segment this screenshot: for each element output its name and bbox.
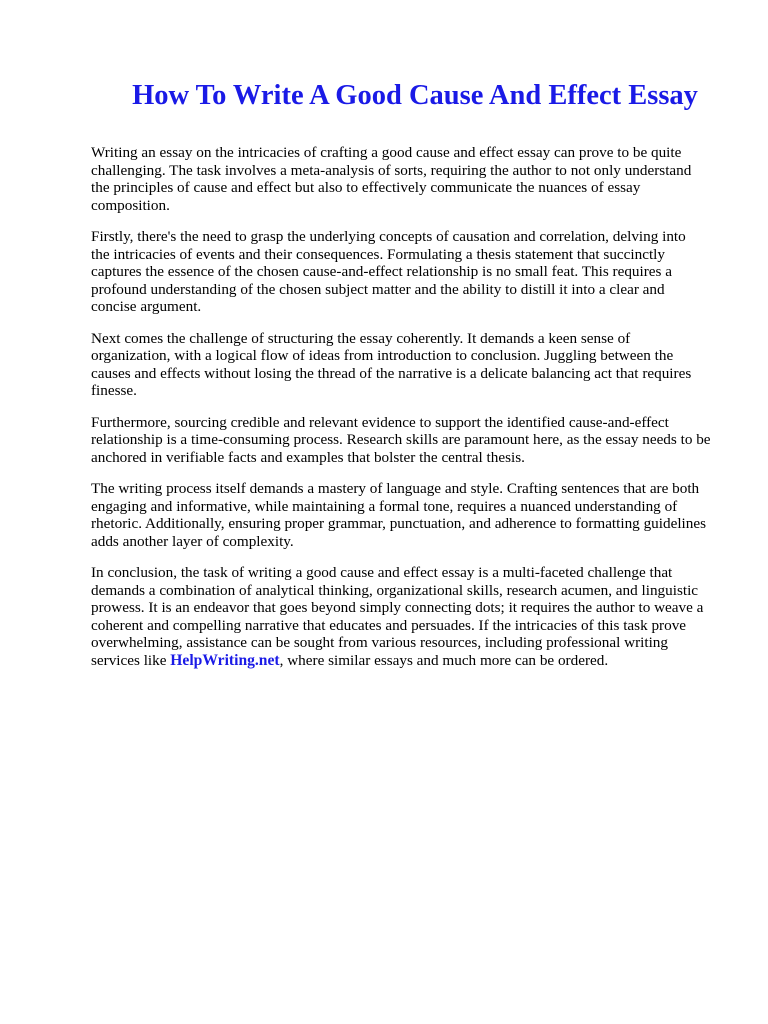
text-line: overwhelming, assistance can be sought from various resources, including professional writing xyxy=(91,634,668,651)
text-line: The writing process itself demands a mastery of language and style. Crafting sentences that are both xyxy=(91,480,700,497)
text-line: coherent and compelling narrative that educates and persuades. If the intricacies of this task prove xyxy=(91,616,687,634)
text-line: adds another layer of complexity. xyxy=(91,532,294,550)
helpwriting-link[interactable]: HelpWriting.net xyxy=(170,651,280,669)
text-line: concise argument. xyxy=(91,298,202,315)
text-line: the intricacies of events and their consequences. Formulating a thesis statement that succinctly xyxy=(91,245,665,263)
text-line-with-link xyxy=(91,652,731,670)
text-line: challenging. The task involves a meta-analysis of sorts, requiring the author to not only understand xyxy=(91,161,692,179)
text-line: finesse. xyxy=(91,382,137,399)
paragraph-1 xyxy=(91,144,731,214)
text-line: composition. xyxy=(91,196,170,214)
paragraph-4 xyxy=(91,414,731,467)
text-line: rhetoric. Additionally, ensuring proper grammar, punctuation, and adherence to formatting guidelines xyxy=(91,515,707,532)
text-line: prowess. It is an endeavor that goes beyond simply connecting dots; it requires the author to weave a xyxy=(91,599,704,616)
text-line: causes and effects without losing the thread of the narrative is a delicate balancing act that requires xyxy=(91,364,692,382)
text-line: In conclusion, the task of writing a good cause and effect essay is a multi-faceted challenge that xyxy=(91,564,673,581)
text-line: relationship is a time-consuming process. Research skills are paramount here, as the essay needs to be xyxy=(91,431,711,448)
document-title: How To Write A Good Cause And Effect Essay xyxy=(132,80,698,111)
text-line: the principles of cause and effect but also to effectively communicate the nuances of essay xyxy=(91,179,641,196)
text-line: Writing an essay on the intricacies of crafting a good cause and effect essay can prove to be quite xyxy=(91,144,682,161)
text-line: Firstly, there's the need to grasp the underlying concepts of causation and correlation, delving into xyxy=(91,228,686,245)
paragraph-6 xyxy=(91,564,731,669)
text-line: Furthermore, sourcing credible and relevant evidence to support the identified cause-and-effect xyxy=(91,413,669,431)
paragraph-5 xyxy=(91,480,731,550)
text-fragment: , where similar essays and much more can be ordered. xyxy=(279,651,609,669)
text-line: profound understanding of the chosen subject matter and the ability to distill it into a clear and xyxy=(91,280,665,298)
text-line: anchored in verifiable facts and examples that bolster the central thesis. xyxy=(91,448,525,466)
paragraph-2 xyxy=(91,228,731,316)
document-body xyxy=(91,144,731,683)
text-line: engaging and informative, while maintaining a formal tone, requires a nuanced understanding of xyxy=(91,497,678,515)
text-line: Next comes the challenge of structuring the essay coherently. It demands a keen sense of xyxy=(91,329,631,347)
text-line: demands a combination of analytical thinking, organizational skills, research acumen, and linguistic xyxy=(91,581,699,599)
text-line: captures the essence of the chosen cause-and-effect relationship is no small feat. This requires a xyxy=(91,263,672,280)
paragraph-3 xyxy=(91,330,731,400)
text-line: organization, with a logical flow of ideas from introduction to conclusion. Juggling between the xyxy=(91,347,674,364)
text-fragment: services like xyxy=(91,651,171,669)
